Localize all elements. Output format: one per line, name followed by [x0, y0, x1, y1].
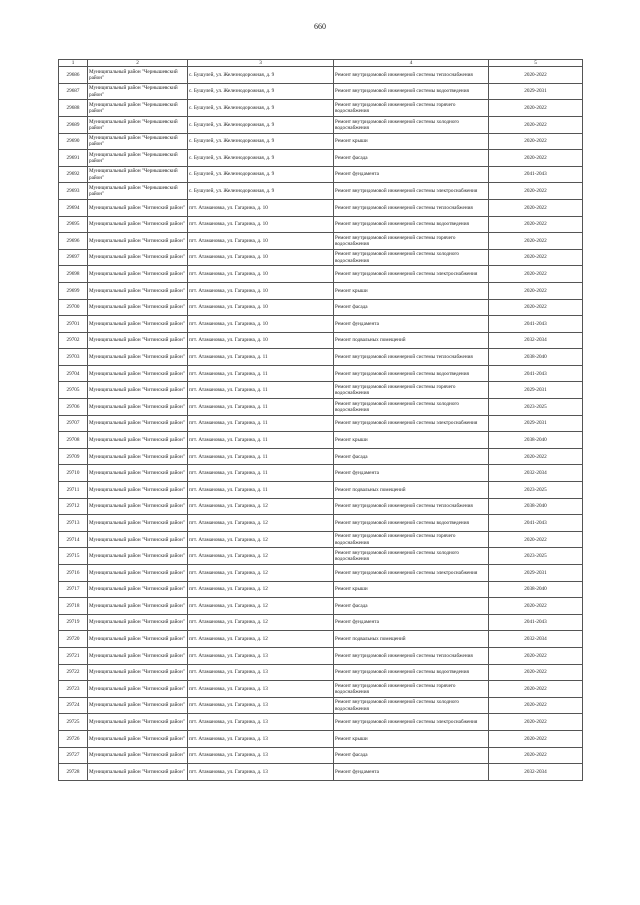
work-type-cell: Ремонт внутридомовой инженерной системы электроснабжения [334, 183, 489, 200]
work-type-cell: Ремонт внутридомовой инженерной системы теплоснабжения [334, 67, 489, 84]
row-number-cell: 29694 [59, 199, 88, 216]
row-number-cell: 29698 [59, 266, 88, 283]
row-number-cell: 29715 [59, 548, 88, 565]
district-cell: Муниципальный район "Читинский район" [88, 332, 188, 349]
address-cell: пгт. Атамановка, ул. Гагарина, д. 12 [188, 548, 334, 565]
work-type-cell: Ремонт внутридомовой инженерной системы горячего водоснабжения [334, 382, 489, 399]
table-row [59, 83, 583, 100]
address-cell: пгт. Атамановка, ул. Гагарина, д. 13 [188, 681, 334, 698]
row-number-cell: 29714 [59, 531, 88, 548]
district-cell: Муниципальный район "Читинский район" [88, 515, 188, 532]
district-cell: Муниципальный район "Читинский район" [88, 465, 188, 482]
period-cell: 2020-2022 [489, 133, 583, 150]
address-cell: пгт. Атамановка, ул. Гагарина, д. 12 [188, 581, 334, 598]
address-cell: с. Бушулей, ул. Железнодорожная, д. 9 [188, 166, 334, 183]
district-cell: Муниципальный район "Читинский район" [88, 714, 188, 731]
address-cell: пгт. Атамановка, ул. Гагарина, д. 13 [188, 764, 334, 781]
district-cell: Муниципальный район "Читинский район" [88, 697, 188, 714]
period-cell: 2020-2022 [489, 598, 583, 615]
work-type-cell: Ремонт внутридомовой инженерной системы холодного водоснабжения [334, 116, 489, 133]
work-type-cell: Ремонт внутридомовой инженерной системы теплоснабжения [334, 647, 489, 664]
table-body [59, 60, 583, 781]
district-cell: Муниципальный район "Читинский район" [88, 531, 188, 548]
table-row [59, 316, 583, 333]
district-cell: Муниципальный район "Читинский район" [88, 565, 188, 582]
table-row [59, 332, 583, 349]
period-cell: 2032-2034 [489, 465, 583, 482]
table-row [59, 531, 583, 548]
period-cell: 2029-2031 [489, 83, 583, 100]
row-number-cell: 29695 [59, 216, 88, 233]
row-number-cell: 29721 [59, 647, 88, 664]
address-cell: с. Бушулей, ул. Железнодорожная, д. 9 [188, 150, 334, 167]
page-number: 660 [314, 22, 326, 31]
table-row [59, 432, 583, 449]
row-number-cell: 29707 [59, 415, 88, 432]
work-type-cell: Ремонт фасада [334, 150, 489, 167]
address-cell: пгт. Атамановка, ул. Гагарина, д. 11 [188, 365, 334, 382]
period-cell: 2020-2022 [489, 714, 583, 731]
row-number-cell: 29712 [59, 498, 88, 515]
address-cell: с. Бушулей, ул. Железнодорожная, д. 9 [188, 183, 334, 200]
row-number-cell: 29702 [59, 332, 88, 349]
row-number-cell: 29716 [59, 565, 88, 582]
work-type-cell: Ремонт внутридомовой инженерной системы холодного водоснабжения [334, 697, 489, 714]
period-cell: 2038-2040 [489, 432, 583, 449]
work-type-cell: Ремонт фундамента [334, 166, 489, 183]
work-type-cell: Ремонт внутридомовой инженерной системы водоотведения [334, 365, 489, 382]
district-cell: Муниципальный район "Читинский район" [88, 399, 188, 416]
row-number-cell: 29726 [59, 730, 88, 747]
row-number-cell: 29717 [59, 581, 88, 598]
table-row [59, 399, 583, 416]
work-type-cell: Ремонт фасада [334, 299, 489, 316]
address-cell: пгт. Атамановка, ул. Гагарина, д. 11 [188, 432, 334, 449]
table-header-row [59, 60, 583, 67]
table-row [59, 747, 583, 764]
district-cell: Муниципальный район "Чернышевский район" [88, 133, 188, 150]
address-cell: пгт. Атамановка, ул. Гагарина, д. 10 [188, 249, 334, 266]
period-cell: 2020-2022 [489, 730, 583, 747]
row-number-cell: 29697 [59, 249, 88, 266]
table-row [59, 415, 583, 432]
row-number-cell: 29728 [59, 764, 88, 781]
district-cell: Муниципальный район "Читинский район" [88, 365, 188, 382]
district-cell: Муниципальный район "Читинский район" [88, 266, 188, 283]
district-cell: Муниципальный район "Читинский район" [88, 233, 188, 250]
district-cell: Муниципальный район "Читинский район" [88, 647, 188, 664]
work-type-cell: Ремонт крыши [334, 133, 489, 150]
district-cell: Муниципальный район "Чернышевский район" [88, 166, 188, 183]
address-cell: пгт. Атамановка, ул. Гагарина, д. 13 [188, 747, 334, 764]
address-cell: пгт. Атамановка, ул. Гагарина, д. 11 [188, 382, 334, 399]
row-number-cell: 29691 [59, 150, 88, 167]
work-type-cell: Ремонт фундамента [334, 614, 489, 631]
work-type-cell: Ремонт подвальных помещений [334, 482, 489, 499]
district-cell: Муниципальный район "Читинский район" [88, 681, 188, 698]
row-number-cell: 29719 [59, 614, 88, 631]
row-number-cell: 29692 [59, 166, 88, 183]
table-row [59, 216, 583, 233]
period-cell: 2023-2025 [489, 548, 583, 565]
district-cell: Муниципальный район "Читинский район" [88, 614, 188, 631]
table-row [59, 67, 583, 84]
work-type-cell: Ремонт внутридомовой инженерной системы электроснабжения [334, 714, 489, 731]
address-cell: пгт. Атамановка, ул. Гагарина, д. 12 [188, 565, 334, 582]
address-cell: с. Бушулей, ул. Железнодорожная, д. 9 [188, 67, 334, 84]
row-number-cell: 29708 [59, 432, 88, 449]
district-cell: Муниципальный район "Чернышевский район" [88, 116, 188, 133]
address-cell: пгт. Атамановка, ул. Гагарина, д. 10 [188, 316, 334, 333]
district-cell: Муниципальный район "Читинский район" [88, 482, 188, 499]
table-row [59, 100, 583, 117]
district-cell: Муниципальный район "Читинский район" [88, 349, 188, 366]
district-cell: Муниципальный район "Чернышевский район" [88, 67, 188, 84]
table-row [59, 764, 583, 781]
table-row [59, 233, 583, 250]
period-cell: 2020-2022 [489, 747, 583, 764]
address-cell: пгт. Атамановка, ул. Гагарина, д. 10 [188, 332, 334, 349]
district-cell: Муниципальный район "Читинский район" [88, 432, 188, 449]
row-number-cell: 29700 [59, 299, 88, 316]
period-cell: 2029-2031 [489, 415, 583, 432]
table-row [59, 133, 583, 150]
work-type-cell: Ремонт внутридомовой инженерной системы горячего водоснабжения [334, 100, 489, 117]
period-cell: 2032-2034 [489, 764, 583, 781]
row-number-cell: 29720 [59, 631, 88, 648]
period-cell: 2020-2022 [489, 216, 583, 233]
work-type-cell: Ремонт подвальных помещений [334, 332, 489, 349]
work-type-cell: Ремонт внутридомовой инженерной системы водоотведения [334, 664, 489, 681]
column-header: 5 [489, 60, 583, 67]
address-cell: пгт. Атамановка, ул. Гагарина, д. 11 [188, 448, 334, 465]
row-number-cell: 29718 [59, 598, 88, 615]
district-cell: Муниципальный район "Читинский район" [88, 448, 188, 465]
work-type-cell: Ремонт внутридомовой инженерной системы горячего водоснабжения [334, 681, 489, 698]
table-row [59, 465, 583, 482]
table-row [59, 448, 583, 465]
district-cell: Муниципальный район "Читинский район" [88, 249, 188, 266]
row-number-cell: 29723 [59, 681, 88, 698]
period-cell: 2020-2022 [489, 448, 583, 465]
period-cell: 2020-2022 [489, 183, 583, 200]
district-cell: Муниципальный район "Читинский район" [88, 199, 188, 216]
table-row [59, 714, 583, 731]
period-cell: 2020-2022 [489, 199, 583, 216]
period-cell: 2041-2043 [489, 515, 583, 532]
table-row [59, 598, 583, 615]
period-cell: 2041-2043 [489, 365, 583, 382]
work-type-cell: Ремонт внутридомовой инженерной системы водоотведения [334, 216, 489, 233]
address-cell: пгт. Атамановка, ул. Гагарина, д. 11 [188, 482, 334, 499]
district-cell: Муниципальный район "Чернышевский район" [88, 183, 188, 200]
address-cell: пгт. Атамановка, ул. Гагарина, д. 13 [188, 647, 334, 664]
row-number-cell: 29688 [59, 100, 88, 117]
district-cell: Муниципальный район "Чернышевский район" [88, 150, 188, 167]
table-row [59, 150, 583, 167]
district-cell: Муниципальный район "Чернышевский район" [88, 100, 188, 117]
table-row [59, 249, 583, 266]
row-number-cell: 29690 [59, 133, 88, 150]
table-row [59, 565, 583, 582]
district-cell: Муниципальный район "Читинский район" [88, 415, 188, 432]
address-cell: с. Бушулей, ул. Железнодорожная, д. 9 [188, 100, 334, 117]
district-cell: Муниципальный район "Читинский район" [88, 598, 188, 615]
work-type-cell: Ремонт фасада [334, 747, 489, 764]
work-type-cell: Ремонт фундамента [334, 465, 489, 482]
table-row [59, 647, 583, 664]
table-row [59, 299, 583, 316]
column-header: 2 [88, 60, 188, 67]
row-number-cell: 29705 [59, 382, 88, 399]
work-type-cell: Ремонт внутридомовой инженерной системы теплоснабжения [334, 199, 489, 216]
table-row [59, 266, 583, 283]
work-type-cell: Ремонт внутридомовой инженерной системы электроснабжения [334, 266, 489, 283]
work-type-cell: Ремонт внутридомовой инженерной системы холодного водоснабжения [334, 548, 489, 565]
table-row [59, 614, 583, 631]
address-cell: пгт. Атамановка, ул. Гагарина, д. 12 [188, 631, 334, 648]
work-type-cell: Ремонт фундамента [334, 764, 489, 781]
row-number-cell: 29706 [59, 399, 88, 416]
table-row [59, 365, 583, 382]
period-cell: 2038-2040 [489, 349, 583, 366]
district-cell: Муниципальный район "Читинский район" [88, 730, 188, 747]
table-row [59, 166, 583, 183]
table-row [59, 349, 583, 366]
period-cell: 2041-2043 [489, 316, 583, 333]
address-cell: пгт. Атамановка, ул. Гагарина, д. 12 [188, 614, 334, 631]
period-cell: 2020-2022 [489, 266, 583, 283]
address-cell: пгт. Атамановка, ул. Гагарина, д. 11 [188, 415, 334, 432]
work-type-cell: Ремонт внутридомовой инженерной системы холодного водоснабжения [334, 249, 489, 266]
table-row [59, 116, 583, 133]
period-cell: 2020-2022 [489, 249, 583, 266]
period-cell: 2023-2025 [489, 482, 583, 499]
registry-table [58, 59, 583, 781]
period-cell: 2020-2022 [489, 681, 583, 698]
district-cell: Муниципальный район "Читинский район" [88, 498, 188, 515]
row-number-cell: 29722 [59, 664, 88, 681]
period-cell: 2032-2034 [489, 631, 583, 648]
row-number-cell: 29711 [59, 482, 88, 499]
row-number-cell: 29709 [59, 448, 88, 465]
period-cell: 2020-2022 [489, 531, 583, 548]
address-cell: пгт. Атамановка, ул. Гагарина, д. 13 [188, 730, 334, 747]
work-type-cell: Ремонт внутридомовой инженерной системы электроснабжения [334, 565, 489, 582]
work-type-cell: Ремонт внутридомовой инженерной системы горячего водоснабжения [334, 531, 489, 548]
work-type-cell: Ремонт внутридомовой инженерной системы электроснабжения [334, 415, 489, 432]
work-type-cell: Ремонт внутридомовой инженерной системы холодного водоснабжения [334, 399, 489, 416]
district-cell: Муниципальный район "Читинский район" [88, 581, 188, 598]
column-header: 4 [334, 60, 489, 67]
row-number-cell: 29703 [59, 349, 88, 366]
work-type-cell: Ремонт подвальных помещений [334, 631, 489, 648]
address-cell: пгт. Атамановка, ул. Гагарина, д. 13 [188, 697, 334, 714]
period-cell: 2020-2022 [489, 282, 583, 299]
table-row [59, 581, 583, 598]
district-cell: Муниципальный район "Читинский район" [88, 764, 188, 781]
work-type-cell: Ремонт внутридомовой инженерной системы теплоснабжения [334, 498, 489, 515]
district-cell: Муниципальный район "Читинский район" [88, 631, 188, 648]
row-number-cell: 29687 [59, 83, 88, 100]
work-type-cell: Ремонт внутридомовой инженерной системы водоотведения [334, 83, 489, 100]
work-type-cell: Ремонт фасада [334, 448, 489, 465]
row-number-cell: 29727 [59, 747, 88, 764]
table-row [59, 664, 583, 681]
address-cell: пгт. Атамановка, ул. Гагарина, д. 12 [188, 498, 334, 515]
table-row [59, 498, 583, 515]
period-cell: 2020-2022 [489, 116, 583, 133]
address-cell: пгт. Атамановка, ул. Гагарина, д. 10 [188, 282, 334, 299]
row-number-cell: 29701 [59, 316, 88, 333]
table-row [59, 697, 583, 714]
period-cell: 2020-2022 [489, 67, 583, 84]
work-type-cell: Ремонт внутридомовой инженерной системы горячего водоснабжения [334, 233, 489, 250]
district-cell: Муниципальный район "Читинский район" [88, 664, 188, 681]
table-row [59, 199, 583, 216]
period-cell: 2023-2025 [489, 399, 583, 416]
district-cell: Муниципальный район "Читинский район" [88, 747, 188, 764]
period-cell: 2020-2022 [489, 647, 583, 664]
row-number-cell: 29724 [59, 697, 88, 714]
table-row [59, 482, 583, 499]
table-row [59, 282, 583, 299]
district-cell: Муниципальный район "Читинский район" [88, 548, 188, 565]
address-cell: пгт. Атамановка, ул. Гагарина, д. 10 [188, 299, 334, 316]
row-number-cell: 29699 [59, 282, 88, 299]
address-cell: с. Бушулей, ул. Железнодорожная, д. 9 [188, 133, 334, 150]
period-cell: 2020-2022 [489, 100, 583, 117]
row-number-cell: 29689 [59, 116, 88, 133]
work-type-cell: Ремонт внутридомовой инженерной системы водоотведения [334, 515, 489, 532]
address-cell: с. Бушулей, ул. Железнодорожная, д. 9 [188, 116, 334, 133]
address-cell: пгт. Атамановка, ул. Гагарина, д. 11 [188, 465, 334, 482]
period-cell: 2041-2043 [489, 166, 583, 183]
period-cell: 2029-2031 [489, 565, 583, 582]
address-cell: пгт. Атамановка, ул. Гагарина, д. 10 [188, 199, 334, 216]
address-cell: пгт. Атамановка, ул. Гагарина, д. 11 [188, 399, 334, 416]
row-number-cell: 29710 [59, 465, 88, 482]
address-cell: пгт. Атамановка, ул. Гагарина, д. 10 [188, 233, 334, 250]
table-row [59, 631, 583, 648]
address-cell: пгт. Атамановка, ул. Гагарина, д. 13 [188, 714, 334, 731]
period-cell: 2041-2043 [489, 614, 583, 631]
work-type-cell: Ремонт фундамента [334, 316, 489, 333]
column-header: 3 [188, 60, 334, 67]
row-number-cell: 29686 [59, 67, 88, 84]
address-cell: пгт. Атамановка, ул. Гагарина, д. 10 [188, 266, 334, 283]
address-cell: пгт. Атамановка, ул. Гагарина, д. 13 [188, 664, 334, 681]
row-number-cell: 29693 [59, 183, 88, 200]
work-type-cell: Ремонт крыши [334, 581, 489, 598]
table-row [59, 681, 583, 698]
district-cell: Муниципальный район "Читинский район" [88, 299, 188, 316]
period-cell: 2020-2022 [489, 233, 583, 250]
district-cell: Муниципальный район "Чернышевский район" [88, 83, 188, 100]
work-type-cell: Ремонт крыши [334, 282, 489, 299]
period-cell: 2020-2022 [489, 150, 583, 167]
district-cell: Муниципальный район "Читинский район" [88, 216, 188, 233]
table-row [59, 382, 583, 399]
table-row [59, 730, 583, 747]
work-type-cell: Ремонт крыши [334, 730, 489, 747]
address-cell: пгт. Атамановка, ул. Гагарина, д. 12 [188, 515, 334, 532]
period-cell: 2020-2022 [489, 697, 583, 714]
work-type-cell: Ремонт внутридомовой инженерной системы теплоснабжения [334, 349, 489, 366]
address-cell: пгт. Атамановка, ул. Гагарина, д. 12 [188, 598, 334, 615]
address-cell: пгт. Атамановка, ул. Гагарина, д. 12 [188, 531, 334, 548]
address-cell: пгт. Атамановка, ул. Гагарина, д. 10 [188, 216, 334, 233]
period-cell: 2032-2034 [489, 332, 583, 349]
table-row [59, 548, 583, 565]
row-number-cell: 29713 [59, 515, 88, 532]
row-number-cell: 29696 [59, 233, 88, 250]
row-number-cell: 29725 [59, 714, 88, 731]
table-row [59, 183, 583, 200]
district-cell: Муниципальный район "Читинский район" [88, 282, 188, 299]
period-cell: 2038-2040 [489, 498, 583, 515]
district-cell: Муниципальный район "Читинский район" [88, 382, 188, 399]
period-cell: 2038-2040 [489, 581, 583, 598]
table-row [59, 515, 583, 532]
row-number-cell: 29704 [59, 365, 88, 382]
period-cell: 2029-2031 [489, 382, 583, 399]
district-cell: Муниципальный район "Читинский район" [88, 316, 188, 333]
work-type-cell: Ремонт крыши [334, 432, 489, 449]
work-type-cell: Ремонт фасада [334, 598, 489, 615]
period-cell: 2020-2022 [489, 299, 583, 316]
period-cell: 2020-2022 [489, 664, 583, 681]
address-cell: пгт. Атамановка, ул. Гагарина, д. 11 [188, 349, 334, 366]
address-cell: с. Бушулей, ул. Железнодорожная, д. 9 [188, 83, 334, 100]
column-header: 1 [59, 60, 88, 67]
